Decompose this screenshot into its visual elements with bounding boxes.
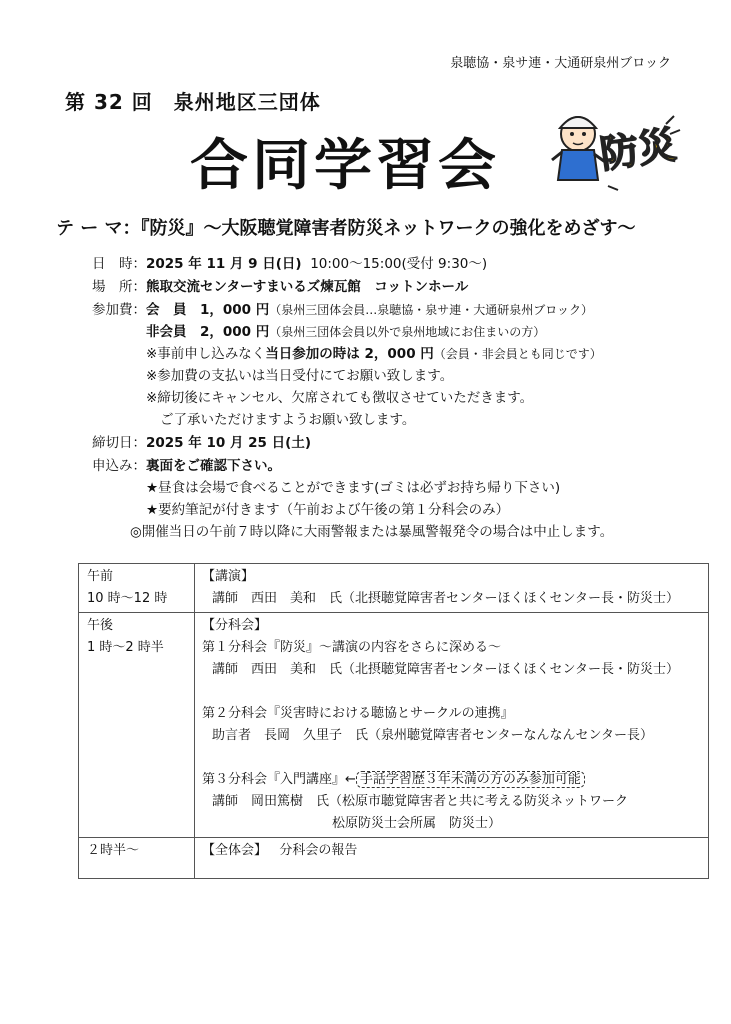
- fee-nonmember-row: [146, 320, 545, 340]
- content-cell: [195, 613, 709, 838]
- cancel-note-2: ご了承いただけますようお願い致します。: [160, 412, 416, 428]
- event-title: 合同学習会: [190, 132, 501, 198]
- plenary-time: ２時半～: [87, 843, 140, 858]
- place-row: [92, 275, 468, 295]
- bou-kanji: 防災: [597, 122, 679, 177]
- deadline-value: 2025 年 10 月 25 日(土): [146, 435, 311, 451]
- nonmember-fee: 非会員 2，000 円: [146, 324, 270, 340]
- nonmember-note: （泉州三団体会員以外で泉州地域にお住まいの方）: [269, 325, 546, 339]
- fee-member-row: [92, 298, 593, 318]
- event-subtitle: 第 32 回 泉州地区三団体: [65, 90, 321, 114]
- breakout-section: 【分科会】: [202, 618, 268, 633]
- breakout-1-speaker: 講師 西田 美和 氏（北摂聴覚障害者センターほくほくセンター長・防災士）: [212, 662, 679, 677]
- table-row: [79, 838, 709, 879]
- am-label: 午前: [87, 569, 114, 584]
- breakout-3-title-row: [202, 769, 701, 791]
- lunch-note: ★昼食は会場で食べることができます(ゴミは必ずお持ち帰り下さい): [146, 480, 561, 496]
- breakout-3-title: 第３分科会『入門講座』←: [202, 772, 356, 787]
- place-value: 熊取交流センターすまいるズ煉瓦館 コットンホール: [146, 279, 469, 295]
- breakout-3-speaker-affiliation: 松原防災士会所属 防災士）: [332, 816, 502, 831]
- date-value: 2025 年 11 月 9 日(日): [146, 256, 302, 272]
- breakout-2-title: 第２分科会『災害時における聴協とサークルの連携』: [202, 706, 514, 721]
- lecture-section: 【講演】: [202, 569, 255, 584]
- theme-label: テ ー マ：: [56, 218, 141, 239]
- same-day-pre: ※事前申し込みなく: [146, 346, 266, 362]
- lecture-speaker: 講師 西田 美和 氏（北摂聴覚障害者センターほくほくセンター長・防災士）: [212, 591, 679, 606]
- member-note: （泉州三団体会員…泉聴協・泉サ連・大通研泉州ブロック）: [269, 303, 594, 317]
- apply-label: 申込み：: [92, 458, 146, 474]
- plenary-row: [202, 840, 701, 862]
- same-day-fee: 当日参加の時は 2，000 円: [265, 346, 434, 362]
- content-cell: [195, 564, 709, 613]
- member-fee: 会 員 1，000 円: [146, 302, 270, 318]
- apply-value: 裏面をご確認下さい。: [146, 458, 281, 474]
- content-cell: [195, 838, 709, 879]
- pm-time: 1 時～2 時半: [87, 640, 164, 655]
- deadline-label: 締切日：: [92, 435, 146, 451]
- place-label: 場 所：: [92, 279, 146, 295]
- weather-note: ◎開催当日の午前７時以降に大雨警報または暴風警報発令の場合は中止します。: [130, 524, 614, 540]
- organizers: 泉聴協・泉サ連・大通研泉州ブロック: [450, 56, 671, 71]
- time-cell: [79, 564, 195, 613]
- time-cell: [79, 838, 195, 879]
- cancel-note-1: ※締切後にキャンセル、欠席されても徴収させていただきます。: [146, 390, 534, 406]
- theme-text: 『防災』～大阪聴覚障害者防災ネットワークの強化をめざす～: [140, 218, 636, 239]
- same-day-row: [146, 342, 602, 362]
- time-cell: [79, 613, 195, 838]
- am-time: 10 時～12 時: [87, 591, 168, 606]
- breakout-1-title: 第１分科会『防災』～講演の内容をさらに深める～: [202, 640, 502, 655]
- breakout-3-speaker: 講師 岡田篤樹 氏（松原市聴覚障害者と共に考える防災ネットワーク: [212, 794, 629, 809]
- summary-note: ★要約筆記が付きます（午前および午後の第１分科会のみ）: [146, 502, 510, 518]
- apply-row: [92, 454, 281, 474]
- table-row: [79, 564, 709, 613]
- date-row: [92, 252, 487, 272]
- deadline-row: [92, 431, 311, 451]
- pm-label: 午後: [87, 618, 114, 633]
- plenary-section: 【全体会】: [202, 843, 268, 858]
- fee-label: 参加費：: [92, 302, 146, 318]
- breakout-3-eligibility: 手話学習歴３年未満の方のみ参加可能: [356, 771, 585, 788]
- breakout-2-speaker: 助言者 長岡 久里子 氏（泉州聴覚障害者センターなんなんセンター長）: [212, 728, 653, 743]
- schedule-table: [78, 563, 709, 879]
- plenary-text: 分科会の報告: [279, 843, 358, 858]
- theme: [56, 214, 636, 240]
- same-day-note: （会員・非会員とも同じです）: [433, 347, 602, 361]
- disaster-prevention-illustration: [548, 94, 688, 198]
- pay-note: ※参加費の支払いは当日受付にてお願い致します。: [146, 368, 454, 384]
- date-label: 日 時：: [92, 256, 146, 272]
- table-row: [79, 613, 709, 838]
- time-value: 10:00～15:00(受付 9:30～): [310, 256, 488, 272]
